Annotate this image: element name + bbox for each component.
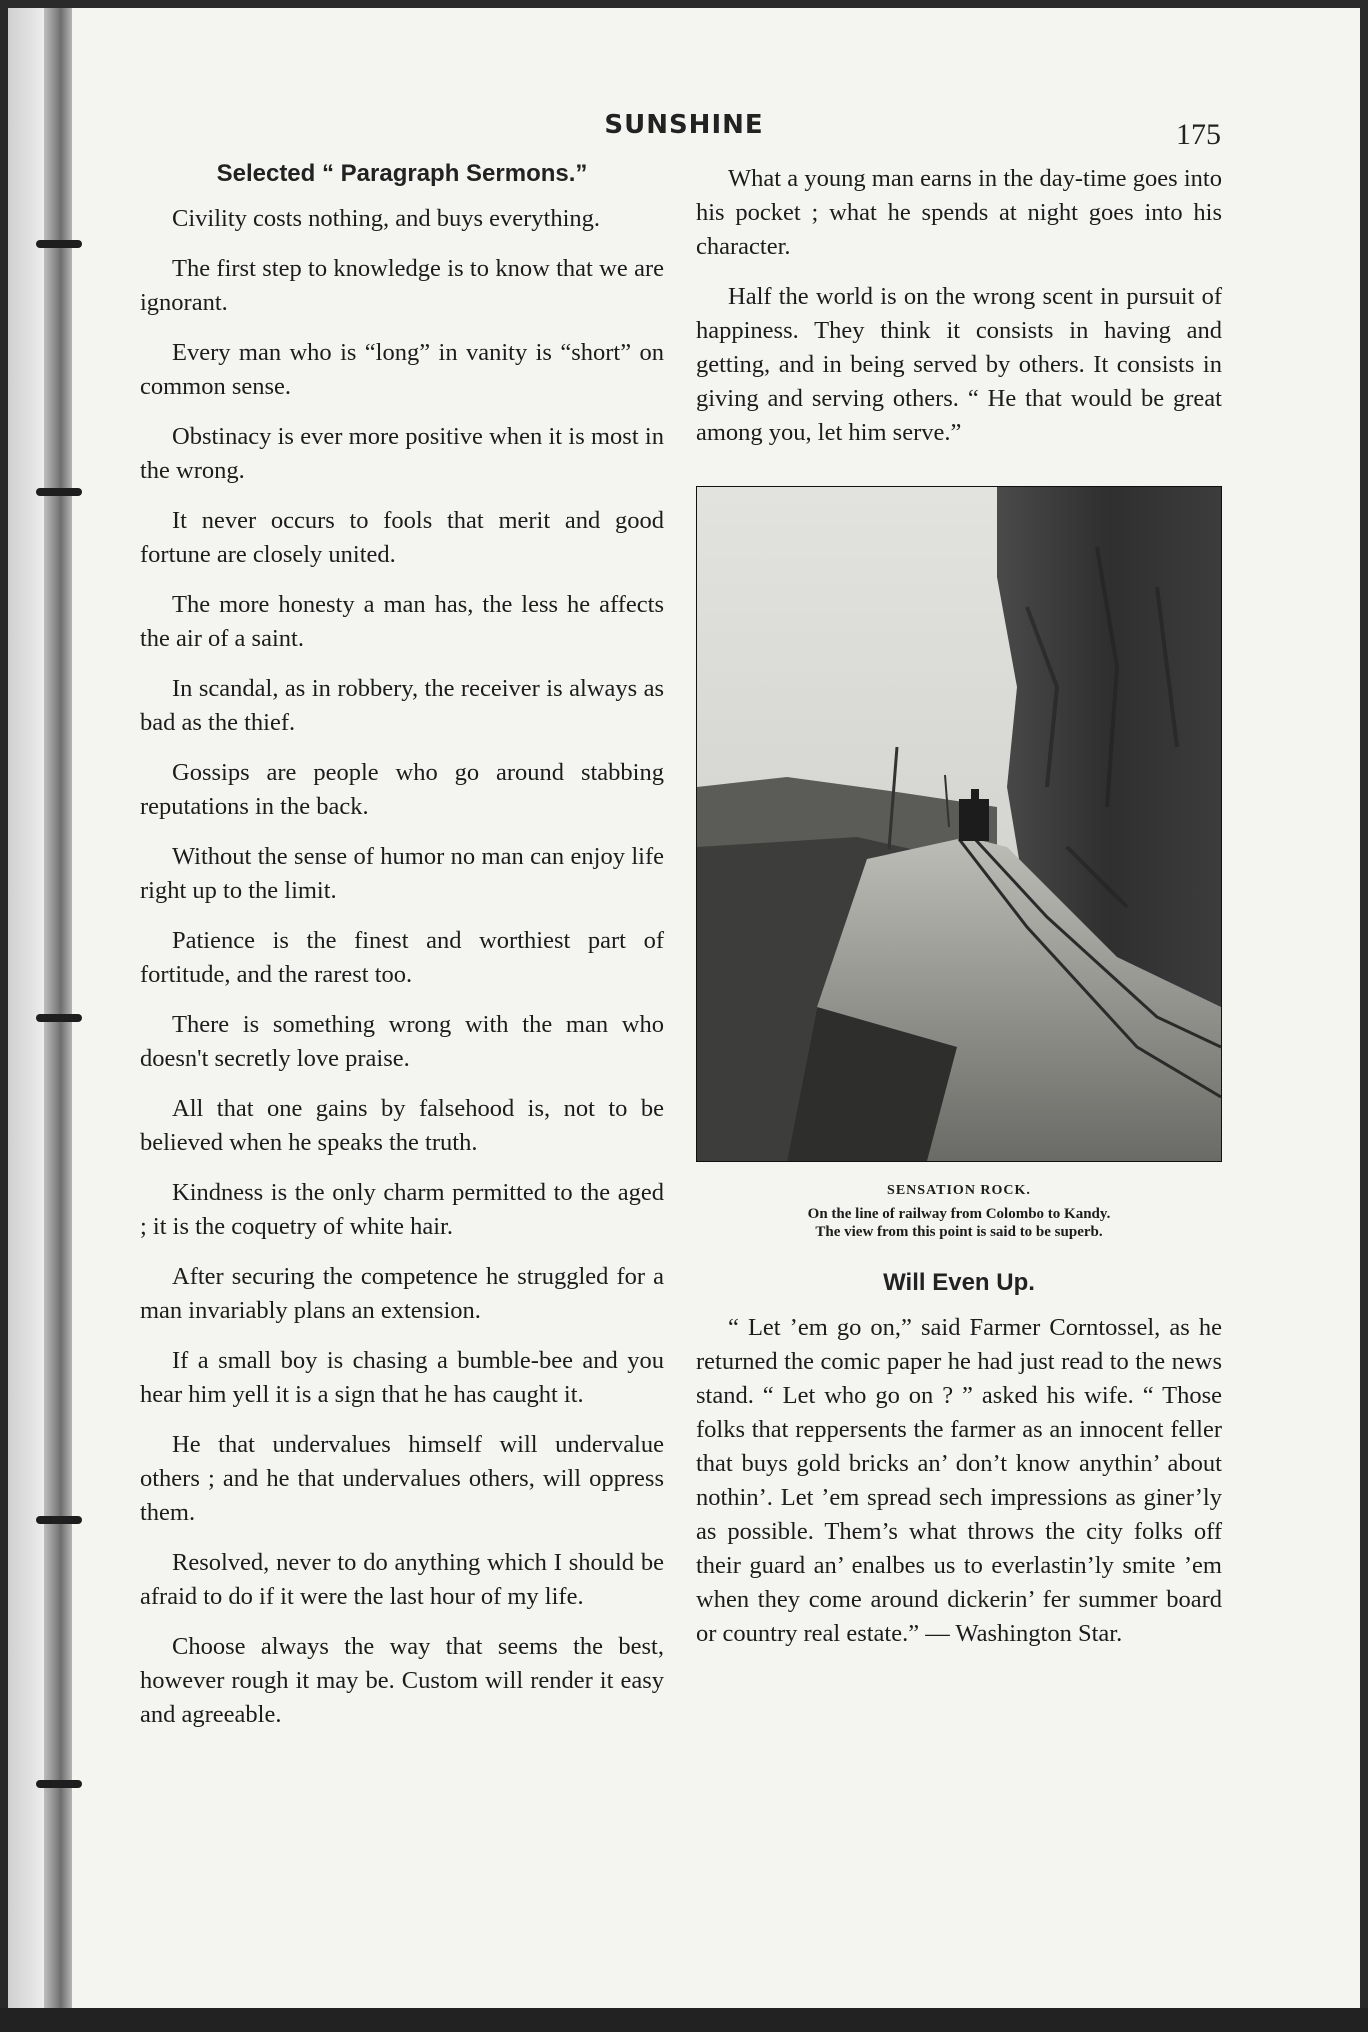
sermon-paragraph: Resolved, never to do anything which I should be afraid to do if it were the last hour of my life. xyxy=(140,1549,664,1610)
sermon-paragraph: Obstinacy is ever more positive when it is most in the wrong. xyxy=(140,423,664,484)
sermon-paragraph: If a small boy is chasing a bumble-bee and you hear him yell it is a sign that he has caught it. xyxy=(140,1347,664,1408)
sermon-paragraph: There is something wrong with the man who doesn't secretly love praise. xyxy=(140,1011,664,1072)
running-head: SUNSHINE xyxy=(604,110,764,140)
sermon-paragraph: What a young man earns in the day-time goes into his pocket ; what he spends at night goes into his character. xyxy=(696,165,1222,260)
left-column xyxy=(140,160,664,1748)
right-column xyxy=(696,162,1222,1667)
sermon-paragraph: Patience is the finest and worthiest part of fortitude, and the rarest too. xyxy=(140,927,664,988)
binding-stitch xyxy=(36,1780,82,1788)
photo-caption xyxy=(696,1205,1222,1241)
sensation-rock-photo xyxy=(696,486,1222,1162)
story-heading: Will Even Up. xyxy=(883,1269,1035,1296)
photo-caption-line: The view from this point is said to be superb. xyxy=(815,1224,1103,1240)
binding-stitch xyxy=(36,240,82,248)
story-paragraph: “ Let ’em go on,” said Farmer Corntossel, as he returned the comic paper he had just read to the news stand. “ Let who go on ? ” asked his wife. “ Those folks that reppersents the farmer as an innocent feller that buys gold bricks an’ don’t know anythin’ about nothin’. Let ’em spread sech impressions as giner’ly as possible. Them’s what throws the city folks off their guard an’ enalbes us to everlastin’ly smite ’em when they come around dickerin’ fer summer board or country real estate.” — Washington Star. xyxy=(696,1314,1222,1647)
section-heading: Selected “ Paragraph Sermons.” xyxy=(216,160,588,187)
sermon-paragraph: Half the world is on the wrong scent in pursuit of happiness. They think it consists in having and getting, and in being served by others. It consists in giving and serving others. “ He that would be great among you, let him serve.” xyxy=(696,283,1222,446)
photo-caption-title: SENSATION ROCK. xyxy=(887,1183,1031,1198)
page-number: 175 xyxy=(1176,118,1221,151)
sermon-paragraph: Every man who is “long” in vanity is “short” on common sense. xyxy=(140,339,664,400)
sermon-paragraph: After securing the competence he struggled for a man invariably plans an extension. xyxy=(140,1263,664,1324)
sermon-paragraph: Kindness is the only charm permitted to the aged ; it is the coquetry of white hair. xyxy=(140,1179,664,1240)
sermon-paragraph: Choose always the way that seems the best, however rough it may be. Custom will render it easy and agreeable. xyxy=(140,1633,664,1728)
photo-caption-line: On the line of railway from Colombo to Kandy. xyxy=(807,1206,1111,1222)
sermon-paragraph: The first step to knowledge is to know that we are ignorant. xyxy=(140,255,664,316)
sermon-paragraph: Civility costs nothing, and buys everything. xyxy=(172,205,601,232)
binding-stitch xyxy=(36,488,82,496)
sermon-paragraph: Gossips are people who go around stabbing reputations in the back. xyxy=(140,759,664,820)
sermon-paragraph: The more honesty a man has, the less he affects the air of a saint. xyxy=(140,591,664,652)
page-bottom-edge xyxy=(0,2008,1368,2032)
sermon-paragraph: All that one gains by falsehood is, not to be believed when he speaks the truth. xyxy=(140,1095,664,1156)
sermon-paragraph: In scandal, as in robbery, the receiver is always as bad as the thief. xyxy=(140,675,664,736)
binding-stitch xyxy=(36,1014,82,1022)
binding-stitch xyxy=(36,1516,82,1524)
sermon-paragraph: He that undervalues himself will undervalue others ; and he that undervalues others, will oppress them. xyxy=(140,1431,664,1526)
sermon-paragraph: Without the sense of humor no man can enjoy life right up to the limit. xyxy=(140,843,664,904)
sermon-paragraph: It never occurs to fools that merit and good fortune are closely united. xyxy=(140,507,664,568)
